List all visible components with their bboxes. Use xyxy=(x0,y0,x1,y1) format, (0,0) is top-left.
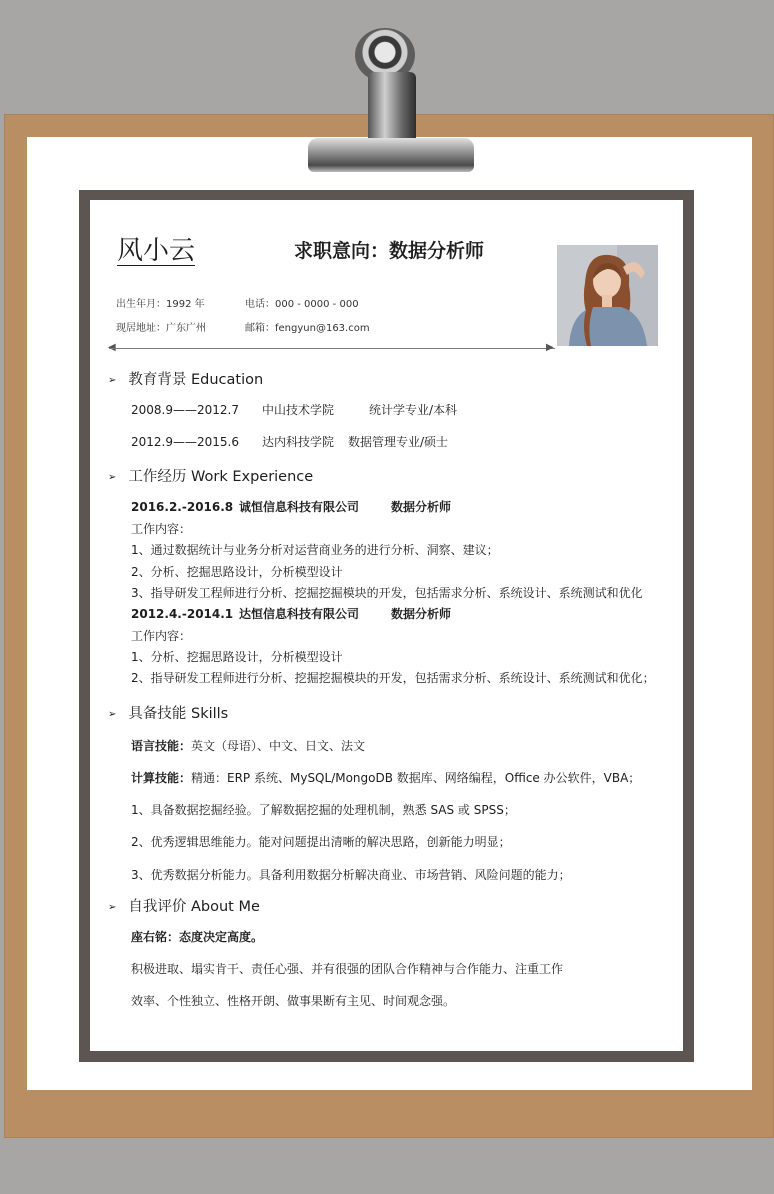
job-company: 达恒信息科技有限公司 xyxy=(239,607,360,621)
candidate-name: 风小云 xyxy=(117,236,196,266)
profile-photo xyxy=(557,245,658,346)
birth-value: 1992 年 xyxy=(166,299,205,310)
job-period: 2012.4.-2014.1 xyxy=(131,607,234,621)
section-about xyxy=(108,895,260,916)
address-value: 广东广州 xyxy=(166,323,206,334)
skill-label: 计算技能： xyxy=(131,771,192,785)
education-row xyxy=(131,401,457,418)
job-duty: 1、分析、挖掘思路设计，分析模型设计 xyxy=(131,650,343,664)
job-role: 数据分析师 xyxy=(391,500,452,514)
section-title: 工作经历 Work Experience xyxy=(128,469,314,485)
birth-label: 出生年月： xyxy=(116,299,166,310)
job-header xyxy=(131,498,451,515)
job-period: 2016.2.-2016.8 xyxy=(131,500,234,514)
phone-info xyxy=(245,295,359,310)
computer-skills xyxy=(131,769,640,786)
email-info xyxy=(245,319,370,334)
birth-info xyxy=(116,295,205,310)
address-info xyxy=(116,319,206,334)
clip-bar xyxy=(308,138,474,172)
skill-item: 2、优秀逻辑思维能力。能对问题提出清晰的解决思路，创新能力明显； xyxy=(131,835,511,849)
section-bullet-icon: ➢ xyxy=(108,472,117,483)
motto: 座右铭：态度决定高度。 xyxy=(131,930,264,944)
portrait-illustration xyxy=(557,245,658,346)
section-skills xyxy=(108,702,228,723)
section-title: 具备技能 Skills xyxy=(128,706,229,722)
phone-label: 电话： xyxy=(245,299,275,310)
job-duty: 3、指导研发工程师进行分析、挖掘挖掘模块的开发，包括需求分析、系统设计、系统测试和优化 xyxy=(131,586,643,600)
skill-value: 精通：ERP 系统、MySQL/MongoDB 数据库、网络编程，Office 办公软件，VBA； xyxy=(191,771,641,785)
section-bullet-icon: ➢ xyxy=(108,375,117,386)
email-label: 邮箱： xyxy=(245,323,275,334)
job-duty: 2、指导研发工程师进行分析、挖掘挖掘模块的开发，包括需求分析、系统设计、系统测试和优化； xyxy=(131,671,655,685)
section-title: 教育背景 Education xyxy=(128,372,264,388)
skill-item: 3、优秀数据分析能力。具备利用数据分析解决商业、市场营销、风险问题的能力； xyxy=(131,868,571,882)
job-duty: 1、通过数据统计与业务分析对运营商业务的进行分析、洞察、建议； xyxy=(131,543,499,557)
section-education xyxy=(108,368,263,389)
job-role: 数据分析师 xyxy=(391,607,452,621)
job-header xyxy=(131,605,451,622)
binder-clip xyxy=(300,20,480,180)
education-row xyxy=(131,433,448,450)
edu-school: 中山技术学院 xyxy=(262,403,335,417)
section-bullet-icon: ➢ xyxy=(108,902,117,913)
phone-value: 000 - 0000 - 000 xyxy=(275,299,359,310)
address-label: 现居地址： xyxy=(116,323,166,334)
section-title: 自我评价 About Me xyxy=(128,899,260,915)
job-intent: 求职意向：数据分析师 xyxy=(294,240,485,262)
section-work xyxy=(108,465,313,486)
header-divider xyxy=(109,348,555,349)
edu-period: 2012.9——2015.6 xyxy=(131,435,239,449)
edu-period: 2008.9——2012.7 xyxy=(131,403,239,417)
email-value: fengyun@163.com xyxy=(275,323,370,334)
language-skills xyxy=(131,737,365,754)
edu-major: 数据管理专业/硕士 xyxy=(348,435,449,449)
skill-value: 英文（母语）、中文、日文、法文 xyxy=(191,739,366,753)
job-content-label: 工作内容： xyxy=(131,522,192,536)
skill-item: 1、具备数据挖掘经验。了解数据挖掘的处理机制，熟悉 SAS 或 SPSS； xyxy=(131,803,516,817)
self-evaluation-line: 效率、个性独立、性格开朗、做事果断有主见、时间观念强。 xyxy=(131,994,456,1008)
job-content-label: 工作内容： xyxy=(131,629,192,643)
section-bullet-icon: ➢ xyxy=(108,709,117,720)
divider-arrow-right: ▶ xyxy=(546,342,554,353)
job-company: 诚恒信息科技有限公司 xyxy=(239,500,360,514)
self-evaluation-line: 积极进取、塌实肯干、责任心强、并有很强的团队合作精神与合作能力、注重工作 xyxy=(131,962,564,976)
skill-label: 语言技能： xyxy=(131,739,192,753)
edu-major: 统计学专业/本科 xyxy=(369,403,458,417)
edu-school: 达内科技学院 xyxy=(262,435,335,449)
job-duty: 2、分析、挖掘思路设计，分析模型设计 xyxy=(131,565,343,579)
